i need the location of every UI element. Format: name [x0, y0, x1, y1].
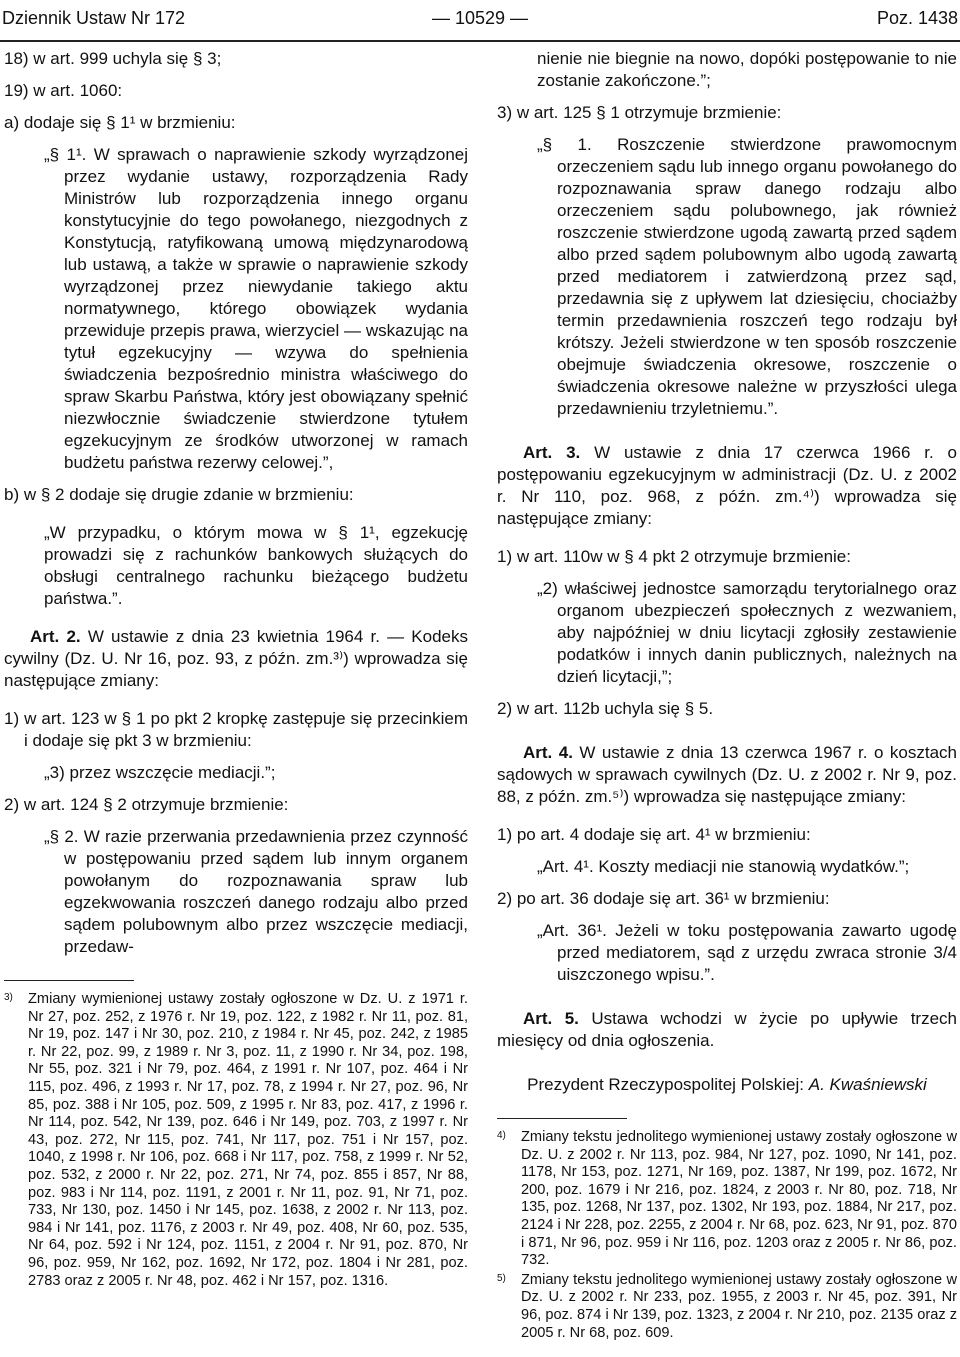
journal-title: Dziennik Ustaw Nr 172 [2, 8, 186, 28]
article-4-text: W ustawie z dnia 13 czerwca 1967 r. o kosztach sądowych w sprawach cywilnych (Dz. U. z 2002 r. Nr 9, poz. 88, z późn. zm.⁵⁾) wprowadza się następujące zmiany: [497, 743, 957, 806]
article-2 [4, 626, 468, 692]
page-number: — 10529 — [431, 8, 529, 28]
art4-point-1: 1) po art. 4 dodaje się art. 4¹ w brzmieniu: [497, 825, 811, 844]
footnote-4-mark: 4) [497, 1130, 506, 1141]
article-4 [497, 742, 957, 808]
article-3-text: W ustawie z dnia 17 czerwca 1966 r. o postępowaniu egzekucyjnym w administracji (Dz. U. z 2002 r. Nr 110, poz. 968, z późn. zm.⁴⁾) wprowadza się następujące zmiany: [497, 443, 957, 528]
article-2-label: Art. 2. [30, 627, 81, 646]
art4-point-1-quote: „Art. 4¹. Koszty mediacji nie stanowią wydatków.”; [537, 857, 910, 876]
signature-label: Prezydent Rzeczypospolitej Polskiej: [527, 1075, 804, 1094]
footnote-5 [497, 1272, 957, 1342]
point-19: 19) w art. 1060: [4, 81, 123, 100]
footnote-4-text: Zmiany tekstu jednolitego wymienionej ustawy zostały ogłoszone w Dz. U. z 2002 r. Nr 113, poz. 984, Nr 127, poz. 1090, Nr 141, poz. 1178, Nr 153, poz. 1271, Nr 169, poz. 1387, Nr 199, poz. 1672, Nr 200, poz. 1679 i Nr 216, poz. 1824, z 2003 r. Nr 80, poz. 718, Nr 135, poz. 1268, Nr 137, poz. 1302, Nr 193, poz. 1884, Nr 217, poz. 2124 i Nr 228, poz. 2255, z 2004 r. Nr 68, poz. 623, Nr 91, poz. 870 i 871, Nr 96, poz. 959 i Nr 116, poz. 1203 oraz z 2005 r. Nr 86, poz. 732. [521, 1129, 957, 1269]
footnote-3 [4, 991, 468, 1290]
art2-point-1-quote: „3) przez wszczęcie mediacji.”; [44, 763, 276, 782]
quote-par-2: „W przypadku, o którym mowa w § 1¹, egzekucję prowadzi się z rachunków bankowych służących do obsługi centralnego rachunku bieżącego budżetu państwa.”. [44, 523, 468, 608]
art2-point-3-quote: „§ 1. Roszczenie stwierdzone prawomocnym orzeczeniem sądu lub innego organu powołanego do rozpoznawania spraw danego rodzaju albo orzeczeniem sądu polubownego, jak również roszczenie stwierdzone ugodą zawartą przed sądem albo przed sądem polubownym albo ugodą zawartą przed mediatorem i zatwierdzoną przez sąd, przedawnia się z upływem lat dziesięciu, chociażby termin przedawnienia roszczeń tego rodzaju był krótszy. Jeżeli stwierdzone w ten sposób roszczenie obejmuje świadczenia okresowe, roszczenie o świadczenia okresowe należne w przyszłości ulega przedawnieniu trzyletniemu.”. [537, 135, 957, 418]
art4-point-2: 2) po art. 36 dodaje się art. 36¹ w brzmieniu: [497, 889, 830, 908]
art2-point-2-quote-continued: nienie nie biegnie na nowo, dopóki postępowanie to nie zostanie zakończone.”; [537, 49, 957, 90]
art3-point-2: 2) w art. 112b uchyla się § 5. [497, 699, 714, 718]
position-number: Poz. 1438 [876, 8, 958, 28]
art2-point-1: 1) w art. 123 w § 1 po pkt 2 kropkę zastępuje się przecinkiem i dodaje się pkt 3 w brzmieniu: [4, 709, 468, 750]
article-3 [497, 442, 957, 530]
point-18: 18) w art. 999 uchyla się § 3; [4, 49, 222, 68]
footnote-5-mark: 5) [497, 1272, 506, 1284]
article-5 [497, 1008, 957, 1052]
left-column [4, 48, 468, 1290]
article-5-label: Art. 5. [523, 1009, 579, 1028]
quote-par-1-1: „§ 1¹. W sprawach o naprawienie szkody wyrządzonej przez wydanie ustawy, rozporządzenia Rady Ministrów lub rozporządzenia innego organu konstytucyjnie do tego powołanego, niezgodnych z Konstytucją, ratyfikowaną umową międzynarodową lub ustawą, a także w sprawie o naprawienie szkody wyrządzonej przez niewydanie takiego aktu normatywnego, którego obowiązek wydania przewiduje przepis prawa, wierzyciel — wskazując na tytuł egzekucyjny — wzywa do spełnienia świadczenia bezpośrednio ministra właściwego do spraw Skarbu Państwa, który jest obowiązany spełnić niezwłocznie świadczenie stwierdzone tytułem egzekucyjnym ze środków utworzonej w ramach budżetu państwa rezerwy celowej.”, [44, 145, 468, 472]
art3-point-1-quote: „2) właściwej jednostce samorządu terytorialnego oraz organom ubezpieczeń społecznych z wezwaniem, aby najpóźniej w dniu licytacji zgłosiły zestawienie podatków i innych danin publicznych, należnych na dzień licytacji,”; [537, 579, 957, 686]
page-header [0, 0, 960, 42]
art4-point-2-quote: „Art. 36¹. Jeżeli w toku postępowania zawarto ugodę przed mediatorem, sąd z urzędu zwraca stronie 3/4 uiszczonego wpisu.”. [537, 921, 957, 984]
point-19a: a) dodaje się § 1¹ w brzmieniu: [4, 113, 236, 132]
footnote-5-text: Zmiany tekstu jednolitego wymienionej ustawy zostały ogłoszone w Dz. U. z 2002 r. Nr 233, poz. 1955, z 2003 r. Nr 45, poz. 391, Nr 96, poz. 874 i Nr 139, poz. 1323, z 2004 r. Nr 210, poz. 2135 oraz z 2005 r. Nr 68, poz. 609. [521, 1271, 957, 1341]
point-19b: b) w § 2 dodaje się drugie zdanie w brzmieniu: [4, 485, 354, 504]
art3-point-1: 1) w art. 110w w § 4 pkt 2 otrzymuje brzmienie: [497, 547, 851, 566]
article-5-text: Ustawa wchodzi w życie po upływie trzech miesięcy od dnia ogłoszenia. [497, 1009, 957, 1050]
footnote-3-text: Zmiany wymienionej ustawy zostały ogłoszone w Dz. U. z 1971 r. Nr 27, poz. 252, z 1976 r. Nr 19, poz. 122, z 1982 r. Nr 11, poz. 81, Nr 19, poz. 147 i Nr 30, poz. 210, z 1984 r. Nr 45, poz. 242, z 1985 r. Nr 22, poz. 99, z 1989 r. Nr 3, poz. 11, z 1990 r. Nr 34, poz. 198, Nr 55, poz. 321 i Nr 79, poz. 464, z 1991 r. Nr 107, poz. 464 i Nr 115, poz. 496, z 1993 r. Nr 17, poz. 78, z 1994 r. Nr 27, poz. 96, Nr 85, poz. 388 i Nr 105, poz. 509, z 1995 r. Nr 83, poz. 417, z 1996 r. Nr 114, poz. 542, Nr 139, poz. 646 i Nr 149, poz. 703, z 1997 r. Nr 43, poz. 272, Nr 115, poz. 741, Nr 117, poz. 751 i Nr 157, poz. 1040, z 1998 r. Nr 106, poz. 668 i Nr 117, poz. 758, z 1999 r. Nr 52, poz. 532, z 2000 r. Nr 22, poz. 271, Nr 74, poz. 855 i 857, Nr 88, poz. 983 i Nr 114, poz. 1191, z 2001 r. Nr 11, poz. 91, Nr 71, poz. 733, Nr 130, poz. 1450 i Nr 145, poz. 1638, z 2002 r. Nr 113, poz. 984 i Nr 141, poz. 1176, z 2003 r. Nr 49, poz. 408, Nr 60, poz. 535, Nr 64, poz. 592 i Nr 124, poz. 1151, z 2004 r. Nr 91, poz. 870, Nr 96, poz. 959, Nr 162, poz. 1692, Nr 172, poz. 1804 i Nr 281, poz. 2783 oraz z 2005 r. Nr 48, poz. 462 i Nr 157, poz. 1316. [28, 991, 468, 1289]
signature [497, 1074, 957, 1096]
footnote-4 [497, 1129, 957, 1270]
art2-point-3: 3) w art. 125 § 1 otrzymuje brzmienie: [497, 103, 782, 122]
article-3-label: Art. 3. [523, 443, 581, 462]
footnote-3-mark: 3) [4, 992, 13, 1003]
art2-point-2: 2) w art. 124 § 2 otrzymuje brzmienie: [4, 795, 289, 814]
right-column [497, 48, 957, 1342]
article-2-text: W ustawie z dnia 23 kwietnia 1964 r. — Kodeks cywilny (Dz. U. Nr 16, poz. 93, z późn. zm.³⁾) wprowadza się następujące zmiany: [4, 627, 468, 690]
article-4-label: Art. 4. [523, 743, 573, 762]
footnote-rule [497, 1118, 627, 1119]
art2-point-2-quote: „§ 2. W razie przerwania przedawnienia przez czynność w postępowaniu przed sądem lub innym organem powołanym do rozpoznawania spraw lub egzekwowania roszczeń danego rodzaju albo przed sądem polubownym albo przez wszczęcie mediacji, przedaw- [44, 827, 468, 956]
signature-name: A. Kwaśniewski [808, 1075, 927, 1094]
footnote-rule [4, 980, 134, 981]
